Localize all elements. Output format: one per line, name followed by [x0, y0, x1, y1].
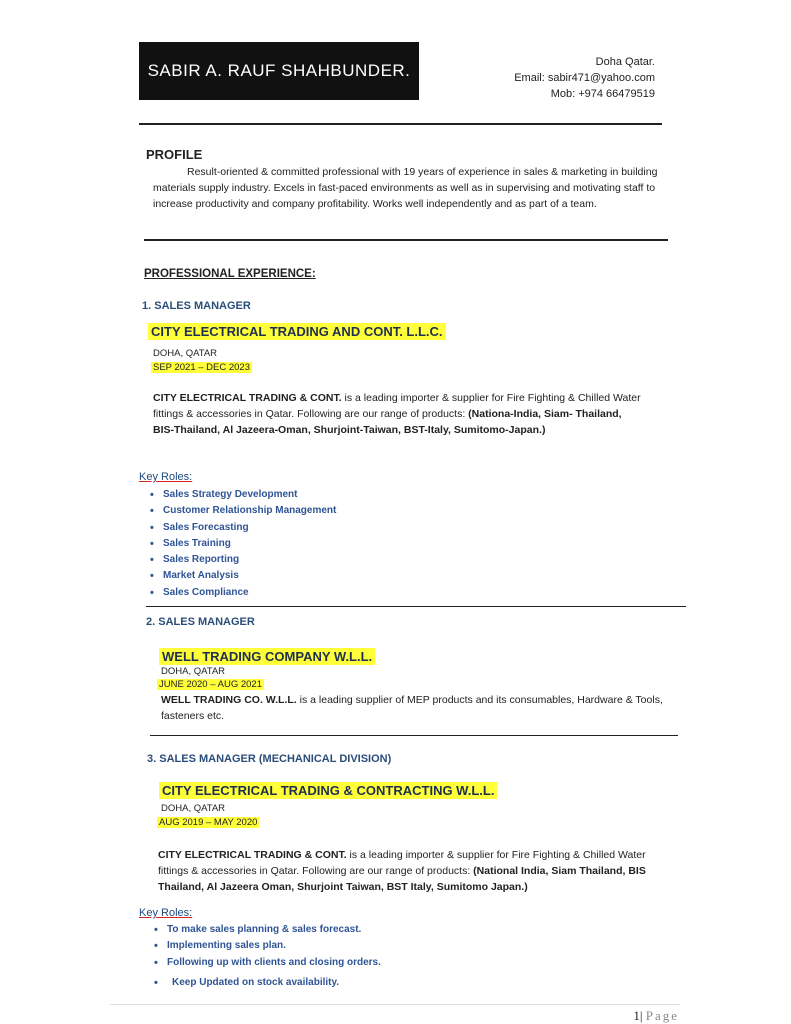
- job-3-location: DOHA, QATAR: [161, 803, 226, 814]
- list-item: • Sales Forecasting: [146, 520, 336, 536]
- job-2-description: [161, 692, 671, 724]
- job-3-title: [147, 753, 391, 765]
- list-item: • Sales Compliance: [146, 585, 336, 601]
- page-label: Page: [645, 1008, 679, 1023]
- job-1-title-text: SALES MANAGER: [154, 300, 251, 312]
- list-item: • Following up with clients and closing orders.: [150, 955, 381, 971]
- job-2-title-text: SALES MANAGER: [158, 616, 255, 628]
- page-separator: |: [639, 1008, 643, 1023]
- job-3-dates: AUG 2019 – MAY 2020: [159, 817, 258, 828]
- job-3-description: [158, 847, 648, 895]
- job-3-key-roles-list: [150, 922, 381, 991]
- job-2-dates: JUNE 2020 – AUG 2021: [159, 679, 262, 690]
- job-1-number: 1.: [142, 300, 152, 312]
- job-1-divider: [146, 606, 686, 607]
- candidate-name: SABIR A. RAUF SHAHBUNDER.: [147, 61, 411, 80]
- profile-text: Result-oriented & committed professional with 19 years of experience in sales & marketing in building materials supply industry. Excels in fast-paced environments as well as in supervising and motivating staff to increase productivity and company profitability. Works well independently and as part of a team.: [153, 166, 658, 210]
- name-banner: [139, 42, 419, 100]
- job-1-dates: SEP 2021 – DEC 2023: [153, 362, 251, 373]
- job-1-description: [153, 390, 643, 438]
- list-item: • Customer Relationship Management: [146, 503, 336, 519]
- job-1-desc-products: (Nationa-India, Siam- Thailand, BIS-Thailand, Al Jazeera-Oman, Shurjoint-Taiwan, BST-Italy, Sumitomo-Japan.): [153, 408, 622, 436]
- job-1-key-roles-list: [146, 487, 336, 601]
- list-item: • Sales Reporting: [146, 552, 336, 568]
- contact-email: Email: sabir471@yahoo.com: [514, 72, 655, 84]
- job-3-title-text: SALES MANAGER (MECHANICAL DIVISION): [159, 753, 392, 765]
- job-3-number: 3.: [147, 753, 157, 765]
- page-footer: [633, 1008, 679, 1024]
- job-3-key-roles-label: Key Roles:: [139, 907, 193, 919]
- job-3-company: CITY ELECTRICAL TRADING & CONTRACTING W.L.L.: [159, 782, 497, 799]
- contact-location: Doha Qatar.: [595, 56, 655, 68]
- job-2-desc-text: is a leading supplier of MEP products and its consumables, Hardware & Tools, fasteners etc.: [161, 694, 663, 722]
- job-3-desc-company: CITY ELECTRICAL TRADING & CONT.: [158, 849, 347, 861]
- profile-divider: [144, 239, 668, 241]
- job-2-number: 2.: [146, 616, 156, 628]
- list-item: • Sales Strategy Development: [146, 487, 336, 503]
- list-item: • Implementing sales plan.: [150, 938, 381, 954]
- list-item: • Keep Updated on stock availability.: [150, 975, 381, 991]
- list-item: • Market Analysis: [146, 568, 336, 584]
- list-item: • To make sales planning & sales forecast.: [150, 922, 381, 938]
- job-2-desc-company: WELL TRADING CO. W.L.L.: [161, 694, 297, 706]
- job-1-key-roles-label: Key Roles:: [139, 471, 193, 483]
- job-1-location: DOHA, QATAR: [153, 348, 218, 359]
- contact-block: [514, 54, 655, 102]
- job-1-desc-text: is a leading importer & supplier for Fire Fighting & Chilled Water fittings & accessories in Qatar. Following are our range of products:: [153, 392, 641, 420]
- job-3-desc-products: (National India, Siam Thailand, BIS Thailand, Al Jazeera Oman, Shurjoint Taiwan, BST Italy, Sumitomo Japan.): [158, 865, 646, 893]
- list-item: • Sales Training: [146, 536, 336, 552]
- job-2-divider: [150, 735, 678, 736]
- job-1-company: CITY ELECTRICAL TRADING AND CONT. L.L.C.: [148, 323, 446, 340]
- job-3-desc-text: is a leading importer & supplier for Fire Fighting & Chilled Water fittings & accessories in Qatar. Following are our range of products:: [158, 849, 646, 877]
- job-2-title: [146, 616, 255, 628]
- page-number: 1: [633, 1008, 640, 1023]
- header-divider: [139, 123, 662, 125]
- job-1-desc-company: CITY ELECTRICAL TRADING & CONT.: [153, 392, 342, 404]
- footer-divider: [110, 1004, 680, 1005]
- job-2-company: WELL TRADING COMPANY W.L.L.: [159, 648, 375, 665]
- profile-heading: PROFILE: [146, 147, 203, 162]
- job-2-location: DOHA, QATAR: [161, 666, 226, 677]
- experience-heading: PROFESSIONAL EXPERIENCE:: [144, 268, 316, 280]
- contact-mobile: Mob: +974 66479519: [550, 88, 655, 100]
- job-1-title: [142, 300, 251, 312]
